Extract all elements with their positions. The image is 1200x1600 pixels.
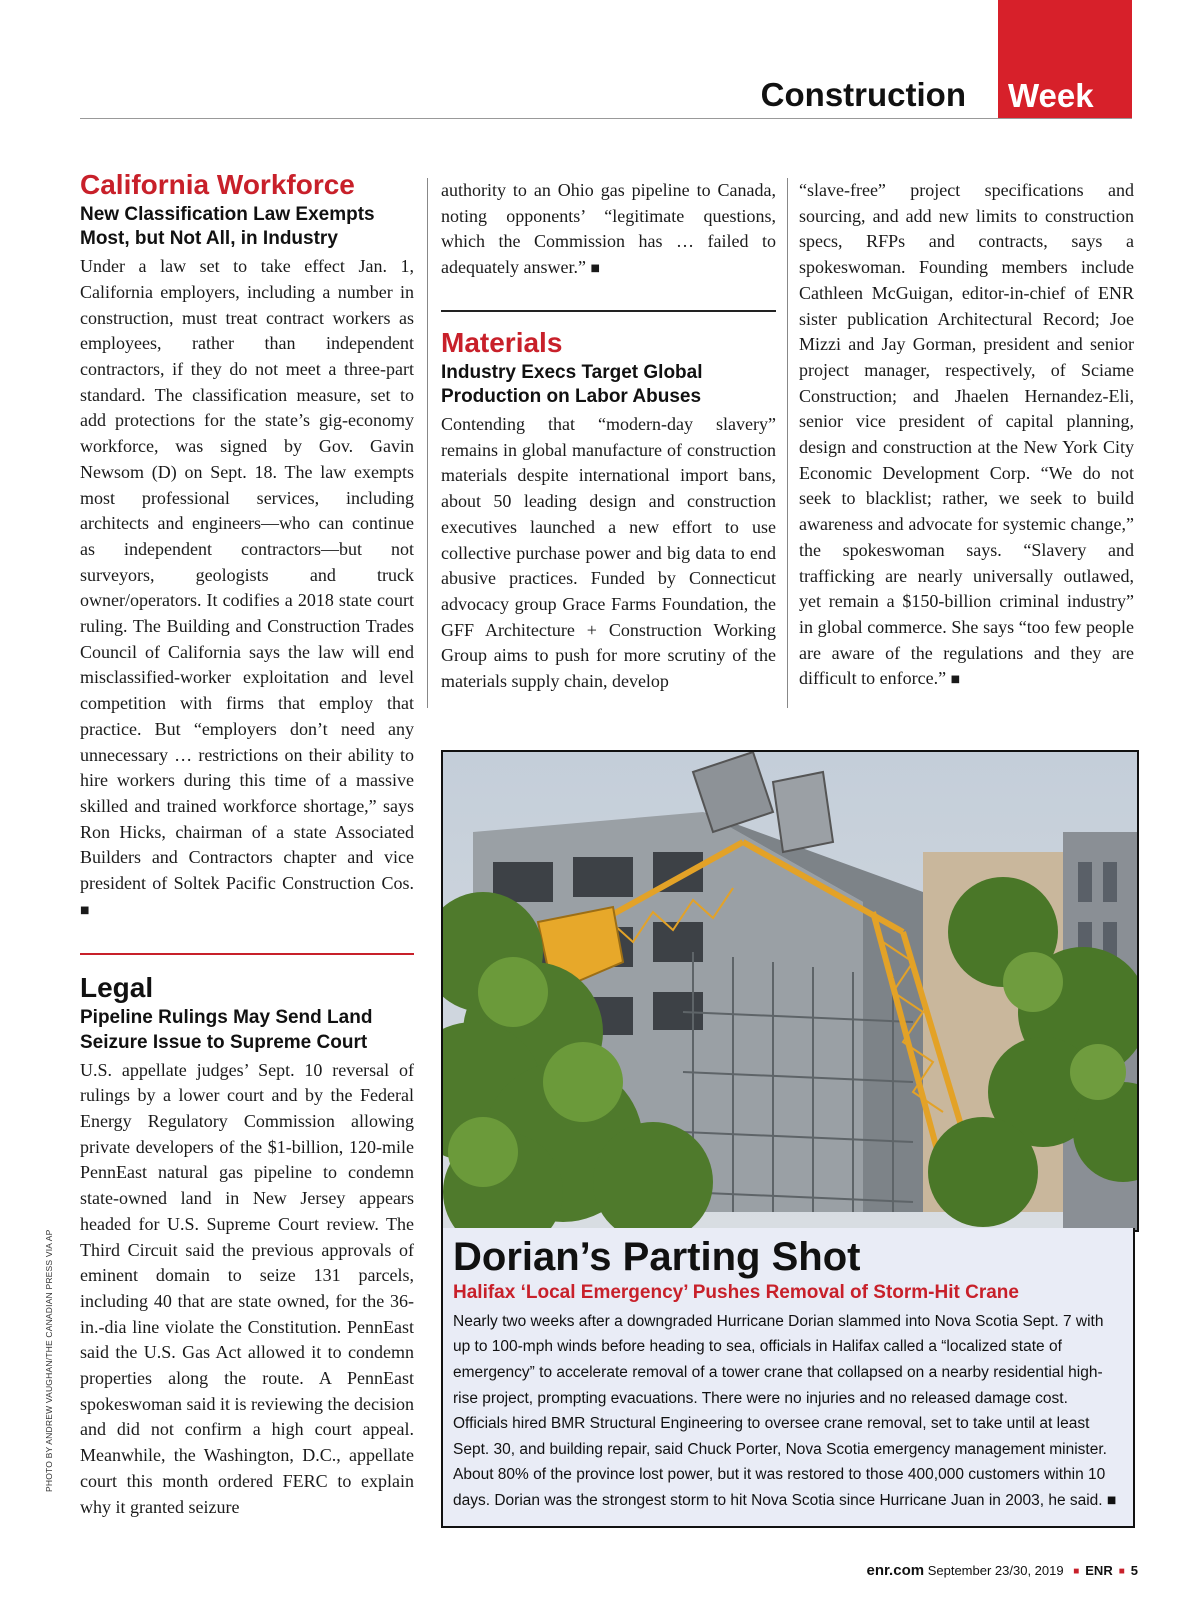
end-mark: ■ xyxy=(590,263,600,275)
section-header-construction: Construction xyxy=(760,76,966,113)
page-footer xyxy=(867,1562,1138,1579)
legal-deck: Pipeline Rulings May Send Land Seizure Issue to Supreme Court xyxy=(80,1007,373,1053)
footer-page-number: 5 xyxy=(1130,1563,1138,1578)
dorian-body xyxy=(453,1309,1123,1514)
end-mark: ■ xyxy=(950,674,961,686)
dorian-body-text: Nearly two weeks after a downgraded Hurricane Dorian slammed into Nova Scotia Sept. 7 with up to 100-mph winds before heading to sea, officials in Halifax called a “localized state of emergency” to accelerate removal of a tower crane that collapsed on a nearby residential high-rise project, prompting evacuations. There were no injuries and no released damage cost. Officials hired BMR Structural Engineering to oversee crane removal, set to take until at least Sept. 30, and building repair, said Chuck Porter, Nova Scotia emergency management minister. About 80% of the province lost power, but it was restored to those 400,000 customers within 10 days. Dorian was the strongest storm to hit Nova Scotia since Hurricane Juan in 2003, he said. xyxy=(453,1312,1107,1509)
dorian-title: Dorian’s Parting Shot xyxy=(453,1235,861,1279)
legal-body: U.S. appellate judges’ Sept. 10 reversal of rulings by a lower court and by the Federal Energy Regulatory Commission allowing private developers of the $1-billion, 120-mile PennEast natural gas pipeline to condemn state-owned land in New Jersey appears headed for U.S. Supreme Court review. The Third Circuit said the previous approvals of eminent domain to seize 131 parcels, including 40 that are state owned, for the 36-in.-dia line violate the Constitution. PennEast said the U.S. Gas Act allowed it to condemn properties along the route. A PennEast spokeswoman said it is reviewing the decision and did not confirm a high court appeal. Meanwhile, the Washington, D.C., appellate court this month ordered FERC to explain why it granted seizure xyxy=(80,1059,414,1517)
section-header-badge xyxy=(998,0,1132,118)
footer-separator: ■ xyxy=(1118,1566,1125,1577)
crane-photo-illustration xyxy=(443,752,1137,1230)
footer-date: September 23/30, 2019 xyxy=(927,1563,1064,1578)
materials-deck: Industry Execs Target Global Production on Labor Abuses xyxy=(441,361,703,408)
column-1 xyxy=(80,170,414,1520)
dorian-subtitle: Halifax ‘Local Emergency’ Pushes Removal of Storm-Hit Crane xyxy=(453,1282,1019,1303)
section-rule xyxy=(441,310,776,312)
materials-body: Contending that “modern-day slavery” remains in global manufacture of construction materials despite international import bans, about 50 leading design and construction executives launched a new effort to use collective purchase power and big data to end abusive practices. Funded by Connecticut advocacy group Grace Farms Foundation, the GFF Architecture + Construction Working Group aims to push for more scrutiny of the materials supply chain, develop xyxy=(441,413,776,692)
dorian-caption-box xyxy=(441,1228,1135,1528)
section-rule xyxy=(80,953,414,955)
end-mark: ■ xyxy=(1106,1494,1117,1506)
legal-title: Legal xyxy=(80,972,154,1004)
end-mark: ■ xyxy=(80,904,90,916)
footer-magazine: ENR xyxy=(1085,1563,1113,1578)
materials-body-continued xyxy=(799,178,1134,693)
section-header-week: Week xyxy=(1008,77,1094,114)
california-deck: New Classification Law Exempts Most, but Not All, in Industry xyxy=(80,203,375,250)
header-rule xyxy=(80,118,1132,119)
photo-credit xyxy=(44,1229,54,1493)
california-title: California Workforce xyxy=(80,169,355,200)
legal-body-continued-text: authority to an Ohio gas pipeline to Canada, noting opponents’ “legitimate questions, which the Commission has … failed to adequately answer.” xyxy=(441,180,776,278)
column-divider-2 xyxy=(787,178,788,708)
legal-body-continued xyxy=(441,178,776,282)
column-3 xyxy=(799,178,1134,693)
column-2 xyxy=(441,178,776,695)
california-body xyxy=(80,254,414,923)
materials-body-continued-text: “slave-free” project specifications and sourcing, and add new limits to construction specs, RFPs and contracts, says a spokeswoman. Founding members include Cathleen McGuigan, editor-in-chief of ENR sister publication Architectural Record; Joe Mizzi and Jay Gorman, president and senior project manager, respectively, of Sciame Construction; and Jhaelen Hernandez-Eli, senior vice president of capital planning, design and construction at the New York City Economic Development Corp. “We do not seek to blacklist; rather, we seek to build awareness and advocate for systemic change,” the spokeswoman says. “Slavery and trafficking are nearly universally outlawed, yet remain a $150-billion criminal industry” in global commerce. She says “too few people are aware of the regulations and they are difficult to enforce.” xyxy=(799,180,1134,689)
photo-credit-text: PHOTO BY ANDREW VAUGHAN/THE CANADIAN PRESS VIA AP xyxy=(44,1229,54,1492)
california-body-text: Under a law set to take effect Jan. 1, California employers, including a number in construction, must treat contract workers as employees, rather than independent contractors, if they do not meet a three-part standard. The classification measure, set to add protections for the state’s gig-economy workforce, was signed by Gov. Gavin Newsom (D) on Sept. 18. The law exempts most professional services, including architects and engineers—who can continue as independent contractors—but not surveyors, geologists and truck owner/operators. It codifies a 2018 state court ruling. The Building and Construction Trades Council of California says the law will end misclassified-worker exploitation and level competition with firms that employ that practice. But “employers don’t need any unnecessary … restrictions on their ability to hire workers during this time of a massive skilled and trained workforce shortage,” says Ron Hicks, chairman of a state Associated Builders and Contractors chapter and vice president of Soltek Pacific Construction Cos. xyxy=(80,256,414,894)
materials-title: Materials xyxy=(441,326,563,358)
column-divider-1 xyxy=(427,178,428,708)
footer-separator: ■ xyxy=(1073,1566,1080,1577)
footer-site[interactable]: enr.com xyxy=(866,1562,925,1579)
crane-collapse-photo xyxy=(441,750,1139,1232)
